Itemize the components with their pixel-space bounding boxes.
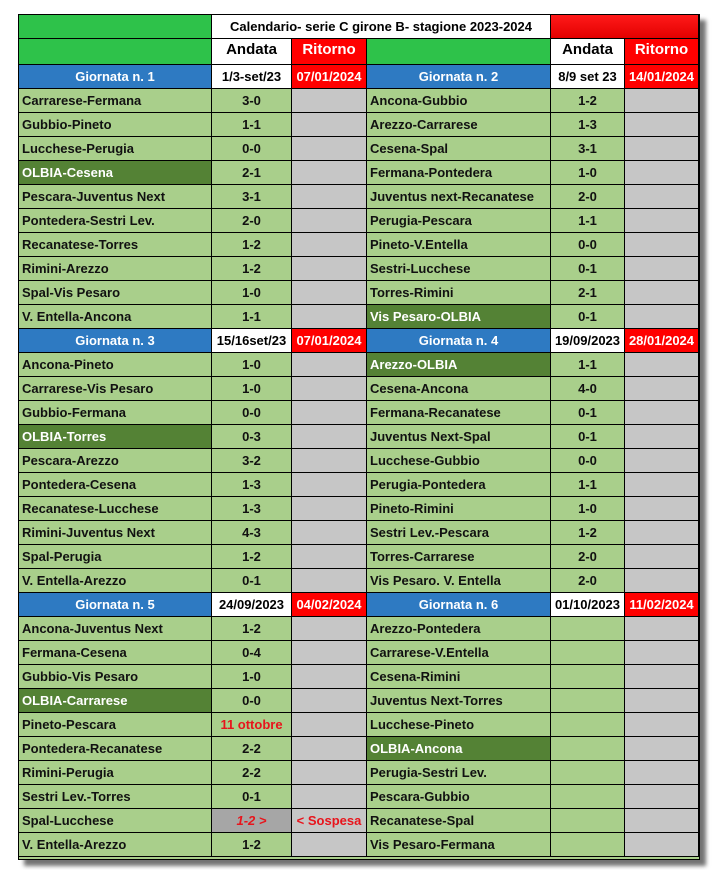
andata-date: 1/3-set/23 bbox=[212, 65, 292, 89]
match-teams: Lucchese-Pineto bbox=[367, 713, 551, 737]
match-score: 1-0 bbox=[212, 281, 292, 305]
match-ritorno bbox=[625, 449, 699, 473]
match-score: 1-0 bbox=[212, 377, 292, 401]
match-ritorno bbox=[292, 689, 367, 713]
match-ritorno bbox=[292, 257, 367, 281]
match-score bbox=[551, 809, 625, 833]
match-ritorno bbox=[292, 353, 367, 377]
match-teams: Torres-Carrarese bbox=[367, 545, 551, 569]
match-teams: Fermana-Pontedera bbox=[367, 161, 551, 185]
match-ritorno bbox=[292, 281, 367, 305]
match-ritorno bbox=[292, 545, 367, 569]
match-teams: Cesena-Spal bbox=[367, 137, 551, 161]
match-teams: Spal-Vis Pesaro bbox=[19, 281, 212, 305]
match-score: 0-0 bbox=[551, 233, 625, 257]
match-score: 0-1 bbox=[551, 401, 625, 425]
ritorno-header-left: Ritorno bbox=[292, 39, 367, 65]
match-score: 0-1 bbox=[551, 305, 625, 329]
match-score: 3-1 bbox=[212, 185, 292, 209]
match-ritorno bbox=[625, 713, 699, 737]
match-score: 2-0 bbox=[212, 209, 292, 233]
match-ritorno bbox=[292, 137, 367, 161]
match-teams: V. Entella-Arezzo bbox=[19, 833, 212, 857]
match-teams: Rimini-Perugia bbox=[19, 761, 212, 785]
andata-header-right: Andata bbox=[551, 39, 625, 65]
match-score: 1-3 bbox=[551, 113, 625, 137]
match-teams: Carrarese-Vis Pesaro bbox=[19, 377, 212, 401]
match-ritorno bbox=[625, 425, 699, 449]
giornata-label: Giornata n. 1 bbox=[19, 65, 212, 89]
match-score: 4-0 bbox=[551, 377, 625, 401]
match-score: 1-1 bbox=[212, 305, 292, 329]
match-score: 0-0 bbox=[212, 689, 292, 713]
match-ritorno bbox=[625, 305, 699, 329]
match-score: 1-0 bbox=[551, 161, 625, 185]
match-score: 1-2 bbox=[212, 617, 292, 641]
giornata-label: Giornata n. 5 bbox=[19, 593, 212, 617]
match-teams: Gubbio-Vis Pesaro bbox=[19, 665, 212, 689]
match-score: 3-1 bbox=[551, 137, 625, 161]
match-ritorno bbox=[625, 113, 699, 137]
match-score bbox=[551, 689, 625, 713]
match-ritorno bbox=[625, 689, 699, 713]
match-score: 1-3 bbox=[212, 497, 292, 521]
match-score: 2-2 bbox=[212, 761, 292, 785]
match-teams: Pineto-Pescara bbox=[19, 713, 212, 737]
match-score: 1-0 bbox=[551, 497, 625, 521]
match-score: 1-1 bbox=[551, 353, 625, 377]
match-score: 1-1 bbox=[551, 209, 625, 233]
match-teams: Ancona-Gubbio bbox=[367, 89, 551, 113]
header-right-band bbox=[367, 39, 551, 65]
match-score bbox=[551, 713, 625, 737]
header-left-band bbox=[19, 39, 212, 65]
ritorno-date: 11/02/2024 bbox=[625, 593, 699, 617]
match-teams: Recanatese-Torres bbox=[19, 233, 212, 257]
match-teams: Perugia-Pontedera bbox=[367, 473, 551, 497]
match-score bbox=[551, 665, 625, 689]
match-ritorno bbox=[292, 401, 367, 425]
match-score: 1-2 bbox=[551, 521, 625, 545]
match-teams: OLBIA-Ancona bbox=[367, 737, 551, 761]
match-score: 0-4 bbox=[212, 641, 292, 665]
ritorno-date: 04/02/2024 bbox=[292, 593, 367, 617]
match-score bbox=[551, 761, 625, 785]
match-teams: OLBIA-Carrarese bbox=[19, 689, 212, 713]
match-teams: OLBIA-Torres bbox=[19, 425, 212, 449]
giornata-label: Giornata n. 3 bbox=[19, 329, 212, 353]
match-ritorno bbox=[625, 185, 699, 209]
match-ritorno bbox=[625, 521, 699, 545]
match-score bbox=[551, 641, 625, 665]
calendar-sheet bbox=[18, 14, 700, 860]
match-ritorno bbox=[625, 761, 699, 785]
match-ritorno bbox=[292, 713, 367, 737]
match-ritorno bbox=[292, 737, 367, 761]
match-teams: Gubbio-Pineto bbox=[19, 113, 212, 137]
match-score: 0-0 bbox=[551, 449, 625, 473]
match-teams: Sestri-Lucchese bbox=[367, 257, 551, 281]
match-score: 0-1 bbox=[212, 569, 292, 593]
match-ritorno bbox=[625, 665, 699, 689]
andata-date: 8/9 set 23 bbox=[551, 65, 625, 89]
match-score: 0-1 bbox=[551, 257, 625, 281]
ritorno-date: 07/01/2024 bbox=[292, 329, 367, 353]
match-ritorno bbox=[292, 569, 367, 593]
match-teams: Juventus Next-Spal bbox=[367, 425, 551, 449]
match-teams: Pontedera-Cesena bbox=[19, 473, 212, 497]
match-score: 0-1 bbox=[212, 785, 292, 809]
match-score: 1-2 bbox=[212, 833, 292, 857]
match-teams: Vis Pesaro-OLBIA bbox=[367, 305, 551, 329]
match-teams: Arezzo-OLBIA bbox=[367, 353, 551, 377]
ritorno-date: 28/01/2024 bbox=[625, 329, 699, 353]
match-teams: Juventus next-Recanatese bbox=[367, 185, 551, 209]
match-teams: Lucchese-Gubbio bbox=[367, 449, 551, 473]
match-teams: Juventus Next-Torres bbox=[367, 689, 551, 713]
match-teams: Rimini-Arezzo bbox=[19, 257, 212, 281]
match-score: 2-0 bbox=[551, 185, 625, 209]
match-teams: Rimini-Juventus Next bbox=[19, 521, 212, 545]
match-teams: Pontedera-Recanatese bbox=[19, 737, 212, 761]
match-ritorno bbox=[292, 473, 367, 497]
match-teams: Fermana-Recanatese bbox=[367, 401, 551, 425]
match-ritorno bbox=[292, 617, 367, 641]
andata-date: 01/10/2023 bbox=[551, 593, 625, 617]
match-score: 1-2 > bbox=[212, 809, 292, 833]
match-ritorno bbox=[292, 209, 367, 233]
match-teams: Spal-Perugia bbox=[19, 545, 212, 569]
match-teams: Cesena-Ancona bbox=[367, 377, 551, 401]
match-teams: Pineto-Rimini bbox=[367, 497, 551, 521]
match-ritorno bbox=[625, 641, 699, 665]
match-teams: Perugia-Pescara bbox=[367, 209, 551, 233]
match-ritorno bbox=[292, 305, 367, 329]
ritorno-date: 07/01/2024 bbox=[292, 65, 367, 89]
match-teams: V. Entella-Arezzo bbox=[19, 569, 212, 593]
match-teams: V. Entella-Ancona bbox=[19, 305, 212, 329]
match-ritorno bbox=[625, 617, 699, 641]
match-ritorno bbox=[625, 473, 699, 497]
match-score: 1-1 bbox=[551, 473, 625, 497]
giornata-label: Giornata n. 4 bbox=[367, 329, 551, 353]
match-score bbox=[551, 617, 625, 641]
match-ritorno bbox=[625, 257, 699, 281]
match-ritorno bbox=[625, 89, 699, 113]
match-teams: Pescara-Arezzo bbox=[19, 449, 212, 473]
match-ritorno bbox=[292, 449, 367, 473]
match-ritorno bbox=[292, 161, 367, 185]
match-ritorno bbox=[292, 425, 367, 449]
match-teams: Arezzo-Pontedera bbox=[367, 617, 551, 641]
match-teams: Cesena-Rimini bbox=[367, 665, 551, 689]
match-ritorno bbox=[292, 233, 367, 257]
match-ritorno bbox=[292, 185, 367, 209]
match-teams: Pescara-Gubbio bbox=[367, 785, 551, 809]
andata-date: 19/09/2023 bbox=[551, 329, 625, 353]
match-score: 1-3 bbox=[212, 473, 292, 497]
match-teams: Ancona-Pineto bbox=[19, 353, 212, 377]
match-score: 1-2 bbox=[212, 257, 292, 281]
match-teams: Torres-Rimini bbox=[367, 281, 551, 305]
match-teams: Carrarese-Fermana bbox=[19, 89, 212, 113]
match-score: 3-0 bbox=[212, 89, 292, 113]
match-teams: Vis Pesaro. V. Entella bbox=[367, 569, 551, 593]
match-teams: Recanatese-Spal bbox=[367, 809, 551, 833]
match-ritorno bbox=[625, 809, 699, 833]
match-ritorno bbox=[625, 233, 699, 257]
match-ritorno bbox=[625, 401, 699, 425]
match-ritorno bbox=[625, 209, 699, 233]
match-score: 2-1 bbox=[212, 161, 292, 185]
match-teams: Arezzo-Carrarese bbox=[367, 113, 551, 137]
match-score: 2-0 bbox=[551, 545, 625, 569]
match-ritorno bbox=[625, 569, 699, 593]
match-score: 3-2 bbox=[212, 449, 292, 473]
match-teams: OLBIA-Cesena bbox=[19, 161, 212, 185]
andata-date: 24/09/2023 bbox=[212, 593, 292, 617]
ritorno-date: 14/01/2024 bbox=[625, 65, 699, 89]
match-score: 1-0 bbox=[212, 665, 292, 689]
match-ritorno bbox=[625, 497, 699, 521]
match-teams: Pineto-V.Entella bbox=[367, 233, 551, 257]
match-score: 0-0 bbox=[212, 137, 292, 161]
match-teams: Vis Pesaro-Fermana bbox=[367, 833, 551, 857]
match-score bbox=[551, 785, 625, 809]
match-ritorno bbox=[625, 137, 699, 161]
match-teams: Carrarese-V.Entella bbox=[367, 641, 551, 665]
match-ritorno bbox=[292, 497, 367, 521]
match-ritorno bbox=[292, 665, 367, 689]
match-teams: Gubbio-Fermana bbox=[19, 401, 212, 425]
match-teams: Lucchese-Perugia bbox=[19, 137, 212, 161]
match-ritorno bbox=[625, 737, 699, 761]
match-ritorno bbox=[625, 161, 699, 185]
match-ritorno bbox=[292, 521, 367, 545]
match-teams: Pontedera-Sestri Lev. bbox=[19, 209, 212, 233]
match-ritorno bbox=[292, 377, 367, 401]
match-score: 2-2 bbox=[212, 737, 292, 761]
match-ritorno bbox=[292, 113, 367, 137]
match-ritorno bbox=[292, 833, 367, 857]
giornata-label: Giornata n. 6 bbox=[367, 593, 551, 617]
match-teams: Recanatese-Lucchese bbox=[19, 497, 212, 521]
match-score bbox=[551, 833, 625, 857]
match-score: 0-0 bbox=[212, 401, 292, 425]
match-ritorno bbox=[625, 545, 699, 569]
match-score: 1-0 bbox=[212, 353, 292, 377]
title-right-band bbox=[551, 15, 699, 39]
match-teams: Spal-Lucchese bbox=[19, 809, 212, 833]
match-ritorno bbox=[625, 785, 699, 809]
match-teams: Ancona-Juventus Next bbox=[19, 617, 212, 641]
match-ritorno bbox=[625, 833, 699, 857]
match-score: 0-3 bbox=[212, 425, 292, 449]
ritorno-header-right: Ritorno bbox=[625, 39, 699, 65]
match-score: 1-1 bbox=[212, 113, 292, 137]
match-ritorno bbox=[292, 761, 367, 785]
match-ritorno bbox=[625, 377, 699, 401]
title-left-band bbox=[19, 15, 212, 39]
match-score: 1-2 bbox=[551, 89, 625, 113]
giornata-label: Giornata n. 2 bbox=[367, 65, 551, 89]
andata-date: 15/16set/23 bbox=[212, 329, 292, 353]
match-ritorno bbox=[292, 89, 367, 113]
match-teams: Fermana-Cesena bbox=[19, 641, 212, 665]
match-teams: Sestri Lev.-Torres bbox=[19, 785, 212, 809]
match-ritorno bbox=[292, 785, 367, 809]
match-score: 1-2 bbox=[212, 233, 292, 257]
andata-header-left: Andata bbox=[212, 39, 292, 65]
match-ritorno bbox=[625, 353, 699, 377]
match-ritorno bbox=[625, 281, 699, 305]
match-teams: Pescara-Juventus Next bbox=[19, 185, 212, 209]
match-score: 1-2 bbox=[212, 545, 292, 569]
match-score: 4-3 bbox=[212, 521, 292, 545]
match-teams: Sestri Lev.-Pescara bbox=[367, 521, 551, 545]
match-score: 2-1 bbox=[551, 281, 625, 305]
page-title: Calendario- serie C girone B- stagione 2023-2024 bbox=[212, 15, 551, 39]
match-ritorno bbox=[292, 641, 367, 665]
match-score bbox=[551, 737, 625, 761]
match-score: 0-1 bbox=[551, 425, 625, 449]
match-ritorno-note: < Sospesa bbox=[292, 809, 367, 833]
match-score: 11 ottobre bbox=[212, 713, 292, 737]
match-teams: Perugia-Sestri Lev. bbox=[367, 761, 551, 785]
match-score: 2-0 bbox=[551, 569, 625, 593]
